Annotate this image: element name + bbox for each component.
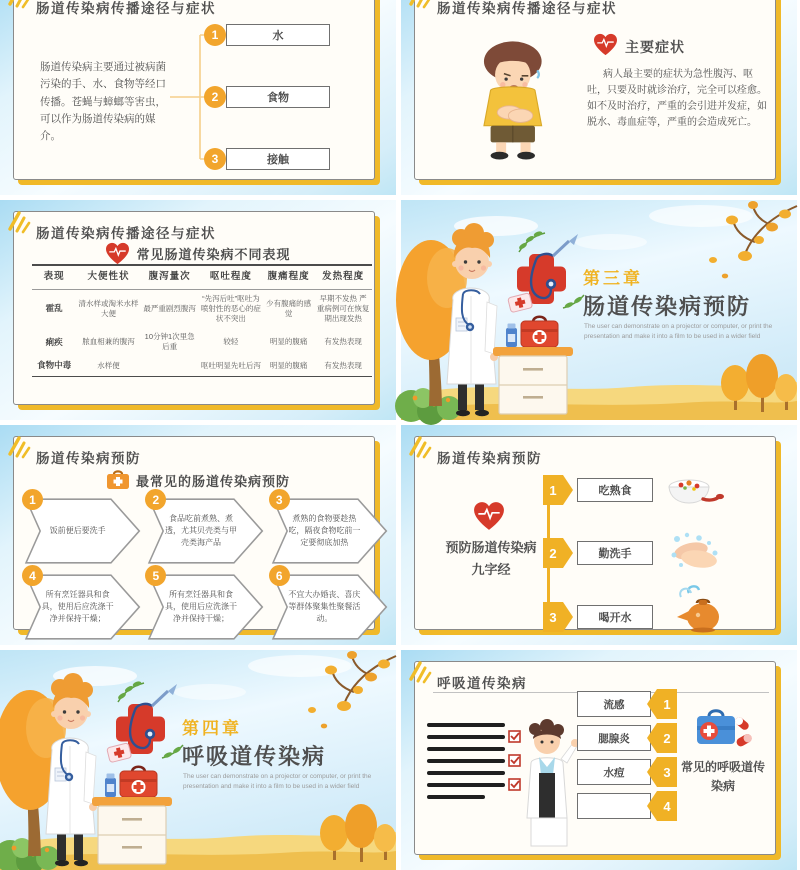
- table-cell: 脓血相兼的腹泻: [82, 337, 135, 347]
- slide-7-thumbnail[interactable]: [0, 650, 396, 870]
- table-cell: 较轻: [223, 337, 239, 347]
- subtitle-row: [0, 469, 396, 491]
- item-1-number-tag: [543, 475, 573, 505]
- step-text: 食品吃前煮熟、煮透，尤其贝壳类与甲壳类海产品: [164, 514, 237, 547]
- table-row: [32, 289, 372, 328]
- row-name: 霍乱: [45, 303, 63, 314]
- table-cell: “先泻后吐”呕吐为喷射性的恶心的症状不突出: [200, 293, 261, 324]
- disease-1-number-tag: [647, 689, 677, 719]
- spark-icon: [407, 656, 433, 684]
- sick-boy-illustration: [459, 37, 571, 159]
- step-number: 4: [22, 565, 43, 586]
- table-cell: [141, 356, 199, 376]
- table-cell: 水样便: [97, 361, 120, 371]
- medicine-kit-icon: [689, 706, 755, 752]
- step-number: 1: [22, 489, 43, 510]
- chapter-title: 肠道传染病预防: [583, 294, 752, 319]
- disease-4-label: [577, 793, 651, 819]
- slide-8-thumbnail[interactable]: [401, 650, 797, 870]
- subtitle-text: 最常见的肠道传染病预防: [135, 473, 290, 489]
- item-3-label: 接触: [226, 148, 330, 170]
- tag-number: 2: [549, 545, 557, 561]
- item-2-number: 2: [204, 86, 226, 108]
- item-1-label: 吃熟食: [577, 478, 653, 502]
- chapter-subtitle-en: The user can demonstrate on a projector or computer, or print the presentation and make it into a film to be used in a wider field: [183, 773, 372, 791]
- heart-icon: [105, 242, 130, 265]
- subtitle-text: 常见肠道传染病不同表现: [136, 247, 291, 262]
- subtitle-row: [0, 242, 396, 265]
- item-3-number: 3: [204, 148, 226, 170]
- spark-icon: [6, 431, 32, 459]
- item-1-label: 水: [226, 24, 330, 46]
- item-2-number-tag: [543, 538, 573, 568]
- tag-number: 3: [663, 764, 671, 780]
- step-text: 所有烹饪器具和食具，使用后应洗涤干净并保持干燥；: [41, 590, 114, 623]
- prevention-item: [271, 492, 388, 565]
- slide-4-thumbnail[interactable]: [401, 200, 797, 420]
- disease-1-label: 流感: [577, 691, 651, 717]
- slide-title: 呼吸道传染病: [437, 676, 527, 691]
- item-3-number-tag: [543, 602, 573, 632]
- spark-icon: [6, 206, 32, 234]
- section-heading: 主要症状: [625, 39, 685, 55]
- section-heading: 预防肠道传染病九字经: [445, 540, 537, 578]
- step-text: 所有烹饪器具和食具，使用后应洗涤干净并保持干燥；: [164, 590, 237, 623]
- prevention-item: [147, 568, 264, 641]
- table-cell: 明显的腹痛: [269, 361, 308, 371]
- step-number: 3: [269, 489, 290, 510]
- tag-number: 1: [663, 696, 671, 712]
- table-row: [32, 356, 372, 376]
- slide-title: 肠道传染病传播途径与症状: [36, 1, 216, 16]
- first-aid-kit-icon: [106, 469, 130, 491]
- symptom-table: [32, 264, 372, 377]
- heart-icon: [593, 33, 618, 56]
- step-number: 2: [145, 489, 166, 510]
- slide-2-thumbnail[interactable]: [401, 0, 797, 195]
- disease-3-number-tag: [647, 757, 677, 787]
- tag-number: 3: [549, 609, 557, 625]
- step-text: 饭前便后要洗手: [49, 526, 106, 535]
- col-header: 腹泻量次: [141, 265, 199, 289]
- slide-title: 肠道传染病传播途径与症状: [36, 226, 216, 241]
- slide-1-thumbnail[interactable]: [0, 0, 396, 195]
- slide-title: 肠道传染病传播途径与症状: [437, 1, 617, 16]
- chapter-number: 第三章: [583, 269, 643, 288]
- tag-number: 2: [663, 730, 671, 746]
- heart-icon: [473, 501, 505, 531]
- body-paragraph: 病人最主要的症状为急性腹泻、呕吐，只要及时就诊治疗，完全可以痊愈。如不及时治疗，严重的会引进并发症，如脱水、毒血症等，严重的会造成死亡。: [587, 69, 767, 128]
- step-text: 不宜大办婚丧、喜庆等群体聚集性聚餐活动。: [288, 590, 361, 623]
- chapter-title: 呼吸道传染病: [182, 744, 327, 769]
- col-header: 腹痛程度: [263, 265, 314, 289]
- prevention-item: [147, 492, 264, 565]
- slide-6-thumbnail[interactable]: [401, 425, 797, 645]
- table-cell: 明显的腹痛: [269, 337, 308, 347]
- disease-3-label: 水痘: [577, 759, 651, 785]
- disease-2-number-tag: [647, 723, 677, 753]
- prevention-item: [271, 568, 388, 641]
- hand-washing-icon: [669, 533, 721, 571]
- item-3-label: 喝开水: [577, 605, 653, 629]
- table-cell: 清水样或淘米水样大便: [78, 298, 139, 318]
- row-name: 痢疾: [45, 336, 63, 347]
- col-header: 表现: [32, 265, 76, 289]
- col-header: 发热程度: [314, 265, 372, 289]
- col-header: 大便性状: [76, 265, 141, 289]
- section-heading: 常见的呼吸道传染病: [680, 760, 765, 794]
- table-cell: 呕吐明显先吐后泻: [200, 361, 261, 371]
- chapter-subtitle-en: The user can demonstrate on a projector or computer, or print the presentation and make it into a film to be used in a wider field: [584, 323, 773, 341]
- prevention-item: [24, 568, 141, 641]
- slide-title: 肠道传染病预防: [437, 451, 542, 466]
- item-2-label: 勤洗手: [577, 541, 653, 565]
- table-cell: 早期不发热 严重病例可在恢复期出现发热: [316, 293, 370, 324]
- spark-icon: [6, 0, 32, 9]
- prevention-items: [24, 492, 388, 641]
- spark-icon: [407, 0, 433, 9]
- item-2-label: 食物: [226, 86, 330, 108]
- rice-bowl-icon: [667, 473, 725, 507]
- step-text: 煮熟的食物要趁热吃，隔夜食物吃前一定要彻底加热: [288, 514, 361, 547]
- slide-3-thumbnail[interactable]: [0, 200, 396, 420]
- row-name: 食物中毒: [37, 360, 72, 371]
- table-cell: 有发热表现: [324, 361, 362, 371]
- prevention-item: [24, 492, 141, 565]
- body-paragraph: 肠道传染病主要通过被病菌污染的手、水、食物等经口传播。苍蝇与蟑螂等害虫，可以作为肠道传染病的媒介。: [40, 61, 166, 143]
- step-number: 6: [269, 565, 290, 586]
- tag-number: 4: [663, 798, 671, 814]
- col-header: 呕吐程度: [199, 265, 264, 289]
- table-cell: 少有腹痛的感觉: [266, 298, 312, 318]
- disease-2-label: 腮腺炎: [577, 725, 651, 751]
- table-cell: 最严重剧烈腹泻: [143, 303, 196, 313]
- table-cell: 10分钟1次里急后重: [144, 332, 195, 352]
- spark-icon: [407, 431, 433, 459]
- doctor-checklist-illustration: [427, 708, 579, 864]
- table-cell: 有发热表现: [324, 337, 362, 347]
- chapter-number: 第四章: [182, 719, 242, 738]
- step-number: 5: [145, 565, 166, 586]
- tag-number: 1: [549, 482, 557, 498]
- kettle-icon: [667, 581, 723, 635]
- disease-4-number-tag: [647, 791, 677, 821]
- slide-5-thumbnail[interactable]: [0, 425, 396, 645]
- slide-title: 肠道传染病预防: [36, 451, 141, 466]
- item-1-number: 1: [204, 24, 226, 46]
- table-header-row: [32, 265, 372, 289]
- table-row: [32, 328, 372, 356]
